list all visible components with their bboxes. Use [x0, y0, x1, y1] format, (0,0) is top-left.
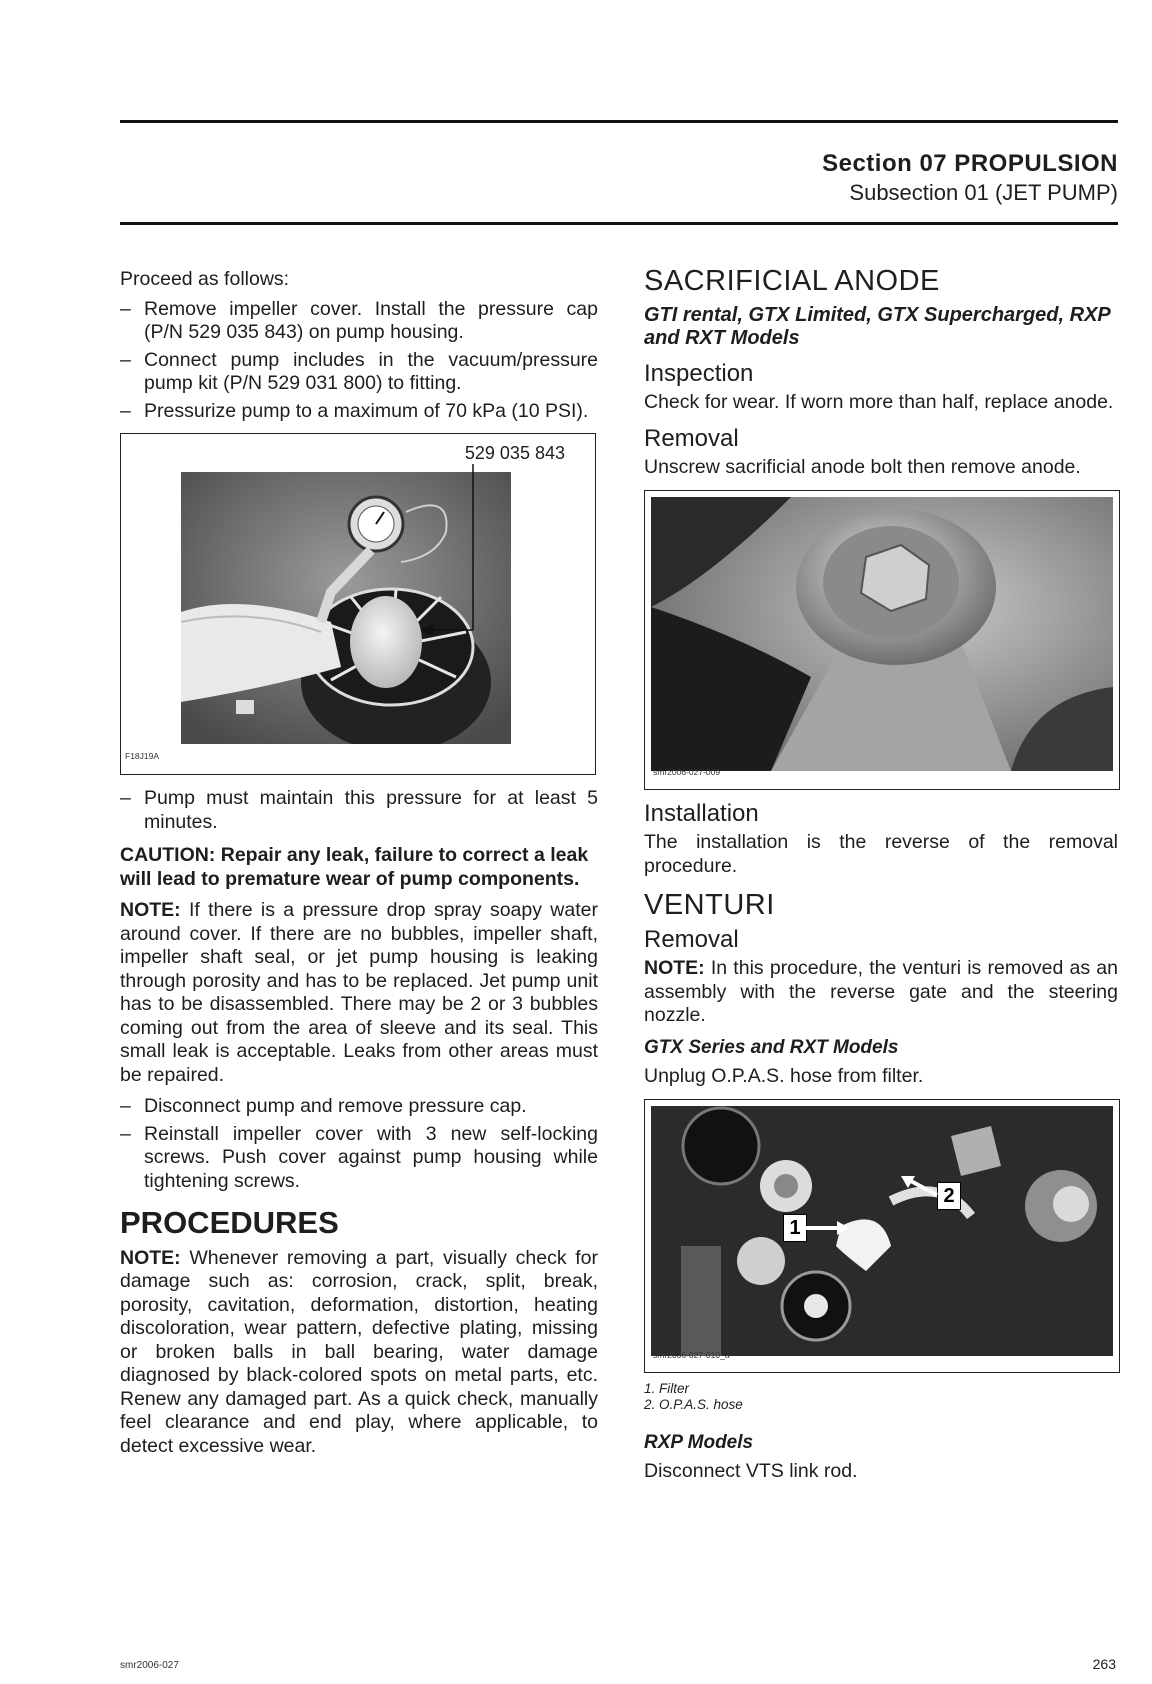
callout-2: 2 [937, 1182, 961, 1210]
part-number-label: 529 035 843 [464, 443, 565, 463]
rxp-models-heading: RXP Models [644, 1431, 754, 1453]
anode-illustration [651, 497, 1113, 771]
venturi-removal-heading: Removal [644, 925, 739, 953]
page-number: 263 [1092, 1656, 1116, 1672]
note-block [120, 1247, 598, 1459]
note-text: In this procedure, the venturi is removed as an assembly with the reverse gate and the steering nozzle. [644, 957, 1119, 1026]
figure-anode [644, 490, 1120, 790]
anode-heading: SACRIFICIAL ANODE [644, 265, 940, 297]
gtx-models-heading: GTX Series and RXT Models [644, 1036, 899, 1058]
right-column [644, 265, 1119, 1492]
figure-code: smr2006-027-010_a [653, 1350, 730, 1360]
steps-list-2 [120, 1095, 598, 1193]
figure-legend [644, 1381, 1118, 1413]
caution-block [120, 844, 598, 891]
list-item: – Pressurize pump to a maximum of 70 kPa (10 PSI). [120, 400, 598, 424]
inspection-heading: Inspection [644, 359, 754, 387]
list-item: – Connect pump includes in the vacuum/pressure pump kit (P/N 529 031 800) to fitting. [120, 349, 598, 396]
intro-text: Proceed as follows: [120, 268, 290, 290]
removal-text: Unscrew sacrificial anode bolt then remove anode. [644, 456, 1081, 478]
venturi-heading: VENTURI [644, 889, 775, 921]
rxp-text: Disconnect VTS link rod. [644, 1460, 858, 1482]
note-block [644, 957, 1118, 1028]
callout-arrows [645, 1100, 1119, 1372]
note-text: If there is a pressure drop spray soapy water around cover. If there are no bubbles, impeller shaft, impeller shaft seal, or jet pump housing is leaking through porosity and has to be replaced. Jet pump unit has to be disassembled. There may be 2 or 3 bubbles coming out from the area of sleeve and its seal. This small leak is acceptable. Leaks from other areas must be repaired. [120, 899, 598, 1086]
installation-heading: Installation [644, 799, 759, 827]
procedures-heading: PROCEDURES [120, 1205, 339, 1240]
footer-doc-code: smr2006-027 [120, 1660, 179, 1671]
figure-pressure-cap [120, 433, 596, 775]
anode-photo [651, 497, 1113, 771]
list-item: – Remove impeller cover. Install the pressure cap (P/N 529 035 843) on pump housing. [120, 298, 598, 345]
subsection-title: Subsection 01 (JET PUMP) [849, 180, 1118, 205]
steps-list-after-figure [120, 787, 598, 834]
installation-text: The installation is the reverse of the removal procedure. [644, 831, 1118, 877]
figure-code: F18J19A [125, 750, 160, 761]
figure-code: smr2006-027-009 [653, 767, 721, 777]
list-item: – Reinstall impeller cover with 3 new self-locking screws. Push cover against pump housing while tightening screws. [120, 1123, 598, 1194]
note-label: NOTE: [120, 1246, 181, 1269]
inspection-text: Check for wear. If worn more than half, replace anode. [644, 391, 1114, 413]
note-block [120, 899, 598, 1087]
left-column [120, 268, 598, 1466]
legend-item: 2. O.P.A.S. hose [644, 1396, 743, 1412]
list-item: – Disconnect pump and remove pressure cap. [120, 1095, 598, 1119]
header-bottom-rule [120, 222, 1118, 225]
figure-opas [644, 1099, 1120, 1373]
section-title: Section 07 PROPULSION [822, 150, 1118, 177]
header-top-rule [120, 120, 1118, 123]
legend-item: 1. Filter [644, 1380, 690, 1396]
note-label: NOTE: [644, 957, 705, 979]
note-text: Whenever removing a part, visually check for damage such as: corrosion, crack, split, break, porosity, cavitation, deformation, distortion, heating discoloration, wear pattern, defective plating, missing or broken balls in ball bearing, water damage diagnosed by black-colored spots on metal parts, etc. Renew any damaged part. As a quick check, manually feel clearance and end play, where applicable, to detect excessive wear. [120, 1246, 599, 1457]
callout-1: 1 [783, 1214, 807, 1242]
anode-models: GTI rental, GTX Limited, GTX Supercharged, RXP and RXT Models [644, 303, 1111, 349]
steps-list-1 [120, 298, 598, 424]
list-item: – Pump must maintain this pressure for at least 5 minutes. [120, 787, 598, 834]
gtx-text: Unplug O.P.A.S. hose from filter. [644, 1065, 924, 1087]
caution-text: Repair any leak, failure to correct a leak will lead to premature wear of pump components. [120, 844, 589, 890]
callout-leader-lines [121, 434, 595, 774]
removal-heading: Removal [644, 424, 739, 452]
caution-label: CAUTION: [120, 844, 216, 866]
note-label: NOTE: [120, 899, 181, 921]
